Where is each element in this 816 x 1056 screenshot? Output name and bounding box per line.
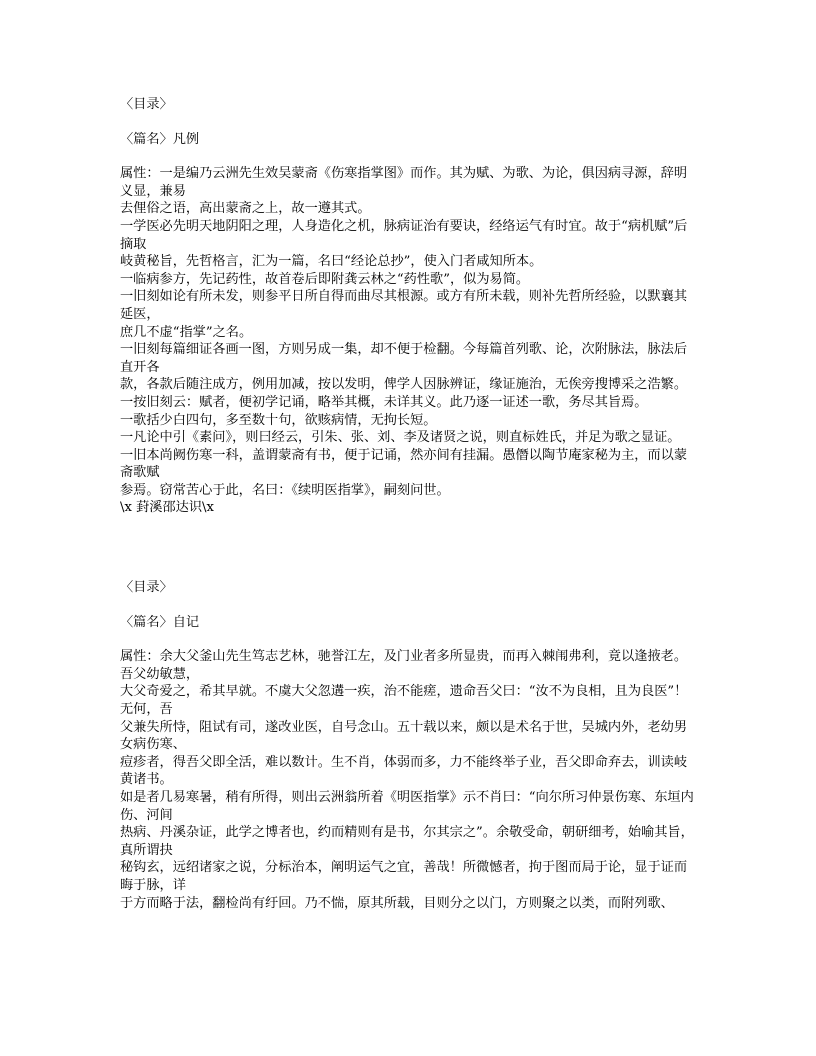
body-line: 参焉。窃常苦心于此，名曰：《续明医指掌》，嗣刻问世。 xyxy=(120,482,450,498)
body-line: 一学医必先明天地阴阳之理，人身造化之机，脉病证治有要诀，经络运气有时宜。故于“病机赋”后摘取 xyxy=(120,218,688,252)
toc-tag: 〈目录〉 xyxy=(120,580,173,596)
section-body xyxy=(120,165,700,517)
section-body xyxy=(120,648,700,912)
spacer xyxy=(120,148,700,165)
body-line: 一旧本尚阙伤寒一科，盖谓蒙斋有书，便于记诵，然亦间有挂漏。愚僭以陶节庵家秘为主，而以蒙斋歌赋 xyxy=(120,447,688,481)
body-line: 庶几不虚“指掌”之名。 xyxy=(120,324,253,340)
body-line: 热病、丹溪杂证，此学之博者也，约而精则有是书，尔其宗之”。余敬受命，朝研细考，始喻其旨，真所谓抉 xyxy=(120,825,694,858)
body-line: 一歌括少白四句，多至数十句，欲赅病情，无拘长短。 xyxy=(120,412,437,428)
signature-line: \x 葑溪邵达识\x xyxy=(120,500,214,516)
body-line: 痘疹者，得吾父即全活，难以数计。生不肖，体弱而多，力不能终举子业，吾父即命弃去，训读岐黄诸书。 xyxy=(120,754,688,788)
body-line: 大父奇爱之，希其早就。不虞大父忽遘一疾，治不能瘥，遗命吾父曰：“汝不为良相，且为良医”！无何，吾 xyxy=(120,684,688,718)
section-title: 〈篇名〉凡例 xyxy=(120,131,200,147)
spacer xyxy=(120,631,700,648)
body-line: 父兼失所恃，阻试有司，遂改业医，自号念山。五十载以来，颇以是术名于世，吴城内外，老幼男女病伤寒、 xyxy=(120,719,688,753)
body-line: 秘钩玄，远绍诸家之说，分标治本，阐明运气之宜，善哉！所微憾者，拘于图而局于论，显于证而晦于脉，详 xyxy=(120,860,688,893)
body-line: 属性：一是编乃云洲先生效吴蒙斋《伤寒指掌图》而作。其为赋、为歌、为论，俱因病寻源，辞明义显，兼易 xyxy=(120,166,688,199)
body-line: 款，各款后随注成方，例用加减，按以发明，俾学人因脉辨证，缘证施治，无俟旁搜博采之浩繁。 xyxy=(120,377,688,393)
spacer xyxy=(120,114,700,131)
body-line: 岐黄秘旨，先哲格言，汇为一篇，名曰“经论总抄”，使入门者咸知所本。 xyxy=(120,254,543,270)
toc-tag: 〈目录〉 xyxy=(120,97,173,112)
body-line: 一旧刻每篇细证各画一图，方则另成一集，却不便于检翻。今每篇首列歌、论，次附脉法，脉法后直开各 xyxy=(120,342,688,375)
body-line: 如是者几易寒暑，稍有所得，则出云洲翁所着《明医指掌》示不肖曰：“向尔所习仲景伤寒、东垣内伤、河间 xyxy=(120,790,694,823)
body-line: 去俚俗之语，高出蒙斋之上，故一遵其式。 xyxy=(120,201,371,217)
body-line: 一按旧刻云：赋者，便初学记诵，略举其概，未详其义。此乃逐一证述一歌，务尽其旨焉。 xyxy=(120,394,648,410)
body-line: 一凡论中引《素问》，则曰经云，引朱、张、刘、李及诸贤之说，则直标姓氏，并足为歌之显证。 xyxy=(120,430,681,446)
spacer xyxy=(120,597,700,614)
body-line: 于方而略于法，翻检尚有纡回。乃不惴，原其所载，目则分之以门，方则聚之以类，而附列歌、 xyxy=(120,895,674,911)
section-spacer xyxy=(120,517,700,579)
section-fanli xyxy=(120,96,700,517)
body-line: 一旧刻如论有所未发，则参平日所自得而曲尽其根源。或方有所未载，则补先哲所经验，以默襄其延医， xyxy=(120,289,688,322)
document-page xyxy=(120,96,700,912)
section-ziji xyxy=(120,579,700,912)
section-title: 〈篇名〉自记 xyxy=(120,614,200,630)
body-line: 一临病参方，先记药性，故首卷后即附龚云林之“药性歌”，似为易简。 xyxy=(120,271,530,287)
body-line: 属性：余大父釜山先生笃志艺林，驰誉江左，及门业者多所显贵，而再入棘闱弗利，竟以逢掖老。吾父幼敏慧， xyxy=(120,649,688,682)
